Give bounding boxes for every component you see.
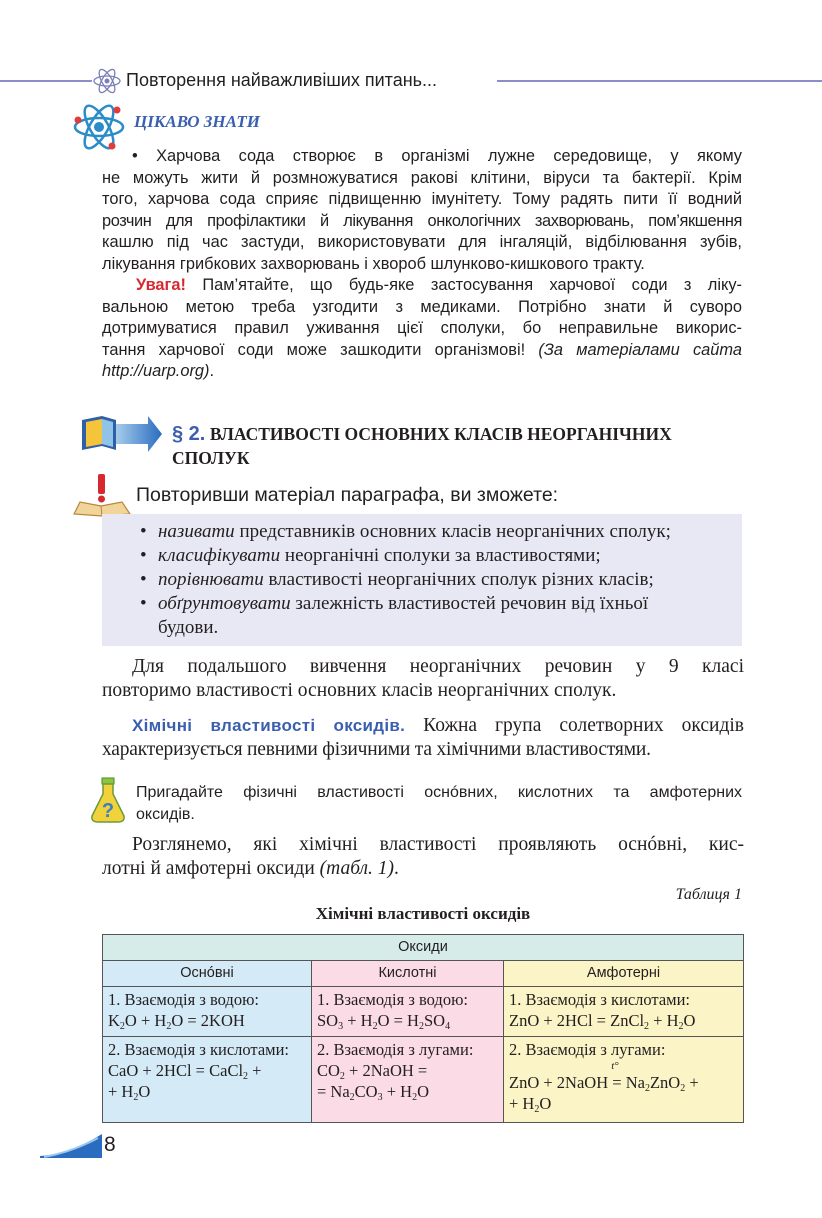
equation: $CO_2$ + 2NaOH = = $Na_2CO_3 + H_2O$ bbox=[317, 1061, 429, 1103]
interesting-heading: ЦІКАВО ЗНАТИ bbox=[134, 112, 260, 131]
oxides-table bbox=[102, 934, 744, 1123]
goals-box bbox=[102, 514, 742, 646]
equation: $SO_3 + H_2O = H_2SO_4$ bbox=[317, 1011, 451, 1032]
section-number: § 2. bbox=[172, 423, 206, 445]
table-reference: (табл. 1) bbox=[319, 858, 395, 879]
warning-line: Пам’ятайте, що будь-яке застосування харчової соди з ліку- bbox=[185, 276, 742, 294]
goal-text: представників основних класів неорганічних сполук; bbox=[234, 521, 671, 542]
section-title: ВЛАСТИВОСТІ ОСНОВНИХ КЛАСІВ НЕОРГАНІЧНИХ bbox=[209, 424, 672, 444]
cell-title: 2. Взаємодія з кислотами: bbox=[108, 1040, 290, 1059]
book-arrow-icon bbox=[80, 414, 162, 454]
question-line: оксидів. bbox=[136, 805, 195, 823]
page-number: 8 bbox=[104, 1133, 116, 1156]
goal-text: залежність властивостей речовин від їхньої bbox=[290, 593, 649, 614]
cell-title: 1. Взаємодія з водою: bbox=[108, 990, 259, 1009]
interesting-line: кашлю під час застуди, використовувати для інгаляцій, відбілювання зубів, bbox=[102, 233, 742, 251]
section-heading-line1 bbox=[172, 422, 742, 446]
paragraph-line: повторимо властивості основних класів неорганічних сполук. bbox=[102, 680, 617, 701]
section-title-line2: СПОЛУК bbox=[172, 448, 250, 468]
interesting-line: розчин для профілактики й лікування онкологічних захворювань, пом’якшення bbox=[102, 211, 742, 230]
source-note: (За матеріалами сайта bbox=[538, 340, 742, 359]
paragraph-line bbox=[102, 714, 744, 738]
cell-basic-water bbox=[103, 987, 312, 1037]
atom-header-icon bbox=[92, 66, 122, 96]
table-caption: Хімічні властивості оксидів bbox=[315, 904, 531, 923]
page-corner-decoration bbox=[40, 1134, 102, 1158]
source-url-line bbox=[102, 361, 742, 383]
interesting-paragraph bbox=[102, 146, 742, 383]
source-url: http://uarp.org) bbox=[102, 362, 210, 380]
interesting-line: не можуть жити й розмножуватися ракові клітини, віруси та бактерії. Крім bbox=[102, 168, 742, 187]
cell-title: 2. Взаємодія з лугами: bbox=[317, 1040, 474, 1059]
goals-list bbox=[102, 514, 742, 640]
open-book-exclamation-icon bbox=[72, 472, 132, 518]
oxide-properties-heading: Хімічні властивості оксидів. bbox=[132, 716, 406, 735]
goal-item bbox=[134, 544, 742, 568]
equation: ZnO + 2NaOH = t° $Na_2ZnO_2$ + + $H_2O$ bbox=[509, 1072, 738, 1114]
goal-item bbox=[134, 568, 742, 592]
cell-acidic-alkalis bbox=[312, 1037, 504, 1123]
paragraph-line bbox=[102, 857, 744, 881]
question-text bbox=[136, 782, 742, 825]
paragraph-line: характеризується певними фізичними та хімічними властивостями. bbox=[102, 739, 651, 760]
interesting-line: • Харчова сода створює в організмі лужне середовище, у якому bbox=[132, 147, 742, 165]
warning-line: тання харчової соди може зашкодити організмові! bbox=[102, 340, 539, 359]
section-heading bbox=[172, 422, 742, 470]
goal-verb: класифікувати bbox=[158, 545, 281, 566]
column-header-amphoteric: Амфотерні bbox=[504, 961, 744, 987]
cell-title: 1. Взаємодія з водою: bbox=[317, 990, 468, 1009]
question-flask-icon bbox=[88, 776, 128, 824]
paragraph-text: . bbox=[394, 858, 399, 879]
source-end: . bbox=[209, 362, 215, 380]
goal-verb: називати bbox=[158, 521, 235, 542]
interesting-line: лікування грибкових захворювань і хвороб шлунково-кишкового тракту. bbox=[102, 254, 645, 273]
cell-amphoteric-alkalis bbox=[504, 1037, 744, 1123]
cell-basic-acids bbox=[103, 1037, 312, 1123]
question-line: Пригадайте фізичні властивості оснóвних, кислотних та амфотерних bbox=[136, 784, 742, 801]
cell-amphoteric-acids bbox=[504, 987, 744, 1037]
goal-text: властивості неорганічних сполук різних класів; bbox=[263, 569, 654, 590]
paragraph-consider bbox=[102, 833, 744, 881]
svg-text:?: ? bbox=[101, 800, 115, 822]
paragraph-line: Для подальшого вивчення неорганічних речовин у 9 класі bbox=[132, 656, 744, 677]
goal-text: неорганічні сполуки за властивостями; bbox=[280, 545, 601, 566]
goal-item bbox=[134, 592, 742, 640]
warning-label: Увага! bbox=[136, 276, 186, 294]
warning-line: вальною метою треба узгодити з медиками. Потрібно знати й суворо bbox=[102, 297, 742, 316]
table-group-header: Оксиди bbox=[103, 935, 744, 961]
paragraph-text: Кожна група солетворних оксидів bbox=[405, 715, 744, 736]
reaction-condition: t° bbox=[611, 1060, 619, 1072]
warning-last-line bbox=[102, 340, 742, 362]
column-header-basic: Оснóвні bbox=[103, 961, 312, 987]
cell-title: 1. Взаємодія з кислотами: bbox=[509, 990, 691, 1009]
table-label: Таблиця 1 bbox=[675, 886, 742, 903]
column-header-acidic: Кислотні bbox=[312, 961, 504, 987]
equation: ZnO + 2HCl = ZnCl$_2$ + $H_2O$ bbox=[509, 1011, 696, 1032]
goal-item bbox=[134, 520, 742, 544]
paragraph-further-study bbox=[102, 655, 744, 703]
goals-intro: Повторивши матеріал параграфа, ви зможете: bbox=[136, 484, 559, 506]
paragraph-oxide-properties bbox=[102, 714, 744, 762]
equation: $K_2O + H_2O = 2KOH$ bbox=[108, 1011, 245, 1032]
interesting-line: того, харчова сода сприяє підвищенню імунітету. Тому радять пити її водний bbox=[102, 190, 742, 208]
cell-acidic-water bbox=[312, 987, 504, 1037]
cell-title: 2. Взаємодія з лугами: bbox=[509, 1040, 666, 1059]
header-line-left bbox=[0, 80, 92, 82]
goal-verb: порівнювати bbox=[158, 569, 264, 590]
paragraph-line: Розглянемо, які хімічні властивості проявляють оснóвні, кис- bbox=[132, 834, 744, 855]
equation: CaO + 2HCl = CaCl$_2$ + + $H_2O$ bbox=[108, 1061, 262, 1103]
running-header-title: Повторення найважливіших питань... bbox=[126, 70, 438, 90]
goal-verb: обґрунтовувати bbox=[158, 593, 291, 614]
warning-line: дотримуватися правил уживання цієї сполуки, бо неправильне викорис- bbox=[102, 319, 742, 337]
paragraph-text: лотні й амфотерні оксиди bbox=[102, 858, 320, 879]
goal-text-continued: будови. bbox=[158, 617, 219, 638]
warning-paragraph bbox=[102, 275, 742, 297]
header-line-right bbox=[497, 80, 822, 82]
